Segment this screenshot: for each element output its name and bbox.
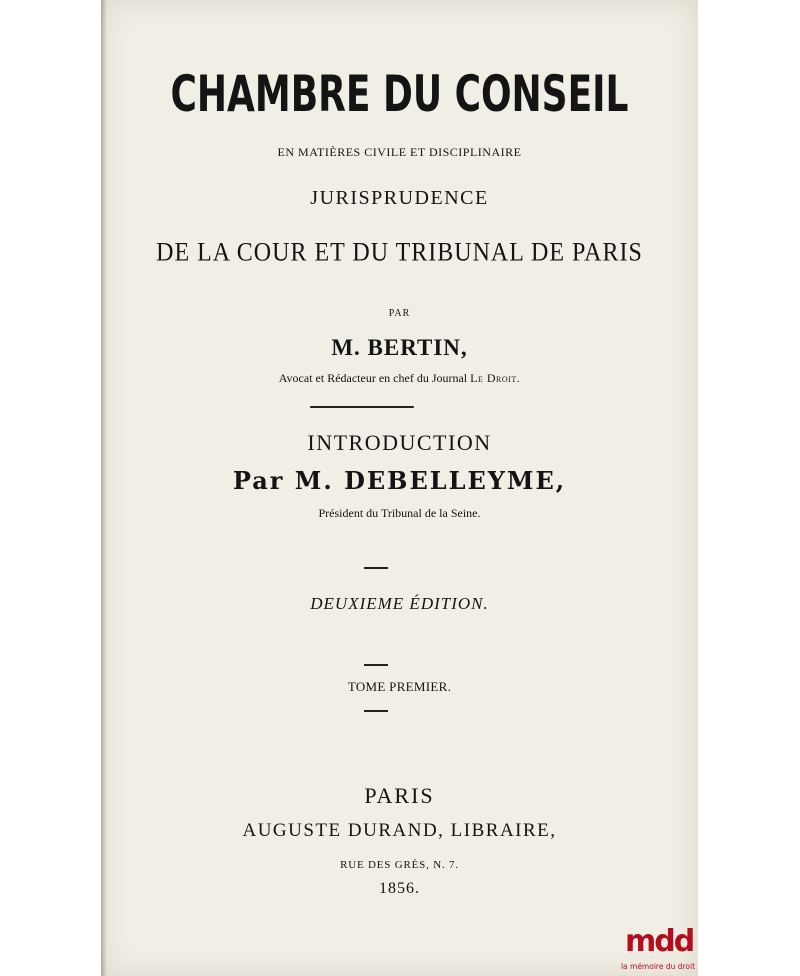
mdd-logo <box>617 925 699 976</box>
volume-label: TOME PREMIER. <box>347 679 452 694</box>
journal-name: Le Droit. <box>470 371 521 385</box>
publisher-name: AUGUSTE DURAND, LIBRAIRE, <box>242 820 557 841</box>
divider-rule <box>310 406 414 408</box>
short-rule <box>364 710 388 712</box>
book-title: CHAMBRE DU CONSEIL <box>170 66 629 124</box>
court-heading: DE LA COUR ET DU TRIBUNAL DE PARIS <box>156 238 643 268</box>
edition-label: DEUXIEME ÉDITION. <box>310 594 489 613</box>
short-rule <box>364 664 388 666</box>
publication-year: 1856. <box>379 880 420 897</box>
author-role <box>101 371 698 386</box>
logo-tagline: la mémoire du droit <box>620 962 696 971</box>
publisher-address: RUE DES GRÈS, N. 7. <box>340 859 459 871</box>
author-role-text: Avocat et Rédacteur en chef du Journal <box>278 371 468 385</box>
introduction-heading: INTRODUCTION <box>307 430 492 455</box>
title-page <box>101 0 698 976</box>
preface-author-role: Président du Tribunal de la Seine. <box>318 506 481 520</box>
publication-city: PARIS <box>364 783 435 808</box>
logo-mark: mdd <box>625 924 694 959</box>
book-subtitle: EN MATIÈRES CIVILE ET DISCIPLINAIRE <box>277 145 522 159</box>
by-label: PAR <box>388 308 411 319</box>
author-name: M. BERTIN, <box>331 335 468 360</box>
jurisprudence-heading: JURISPRUDENCE <box>310 187 489 209</box>
preface-author: Par M. DEBELLEYME, <box>232 466 567 495</box>
short-rule <box>364 567 388 569</box>
